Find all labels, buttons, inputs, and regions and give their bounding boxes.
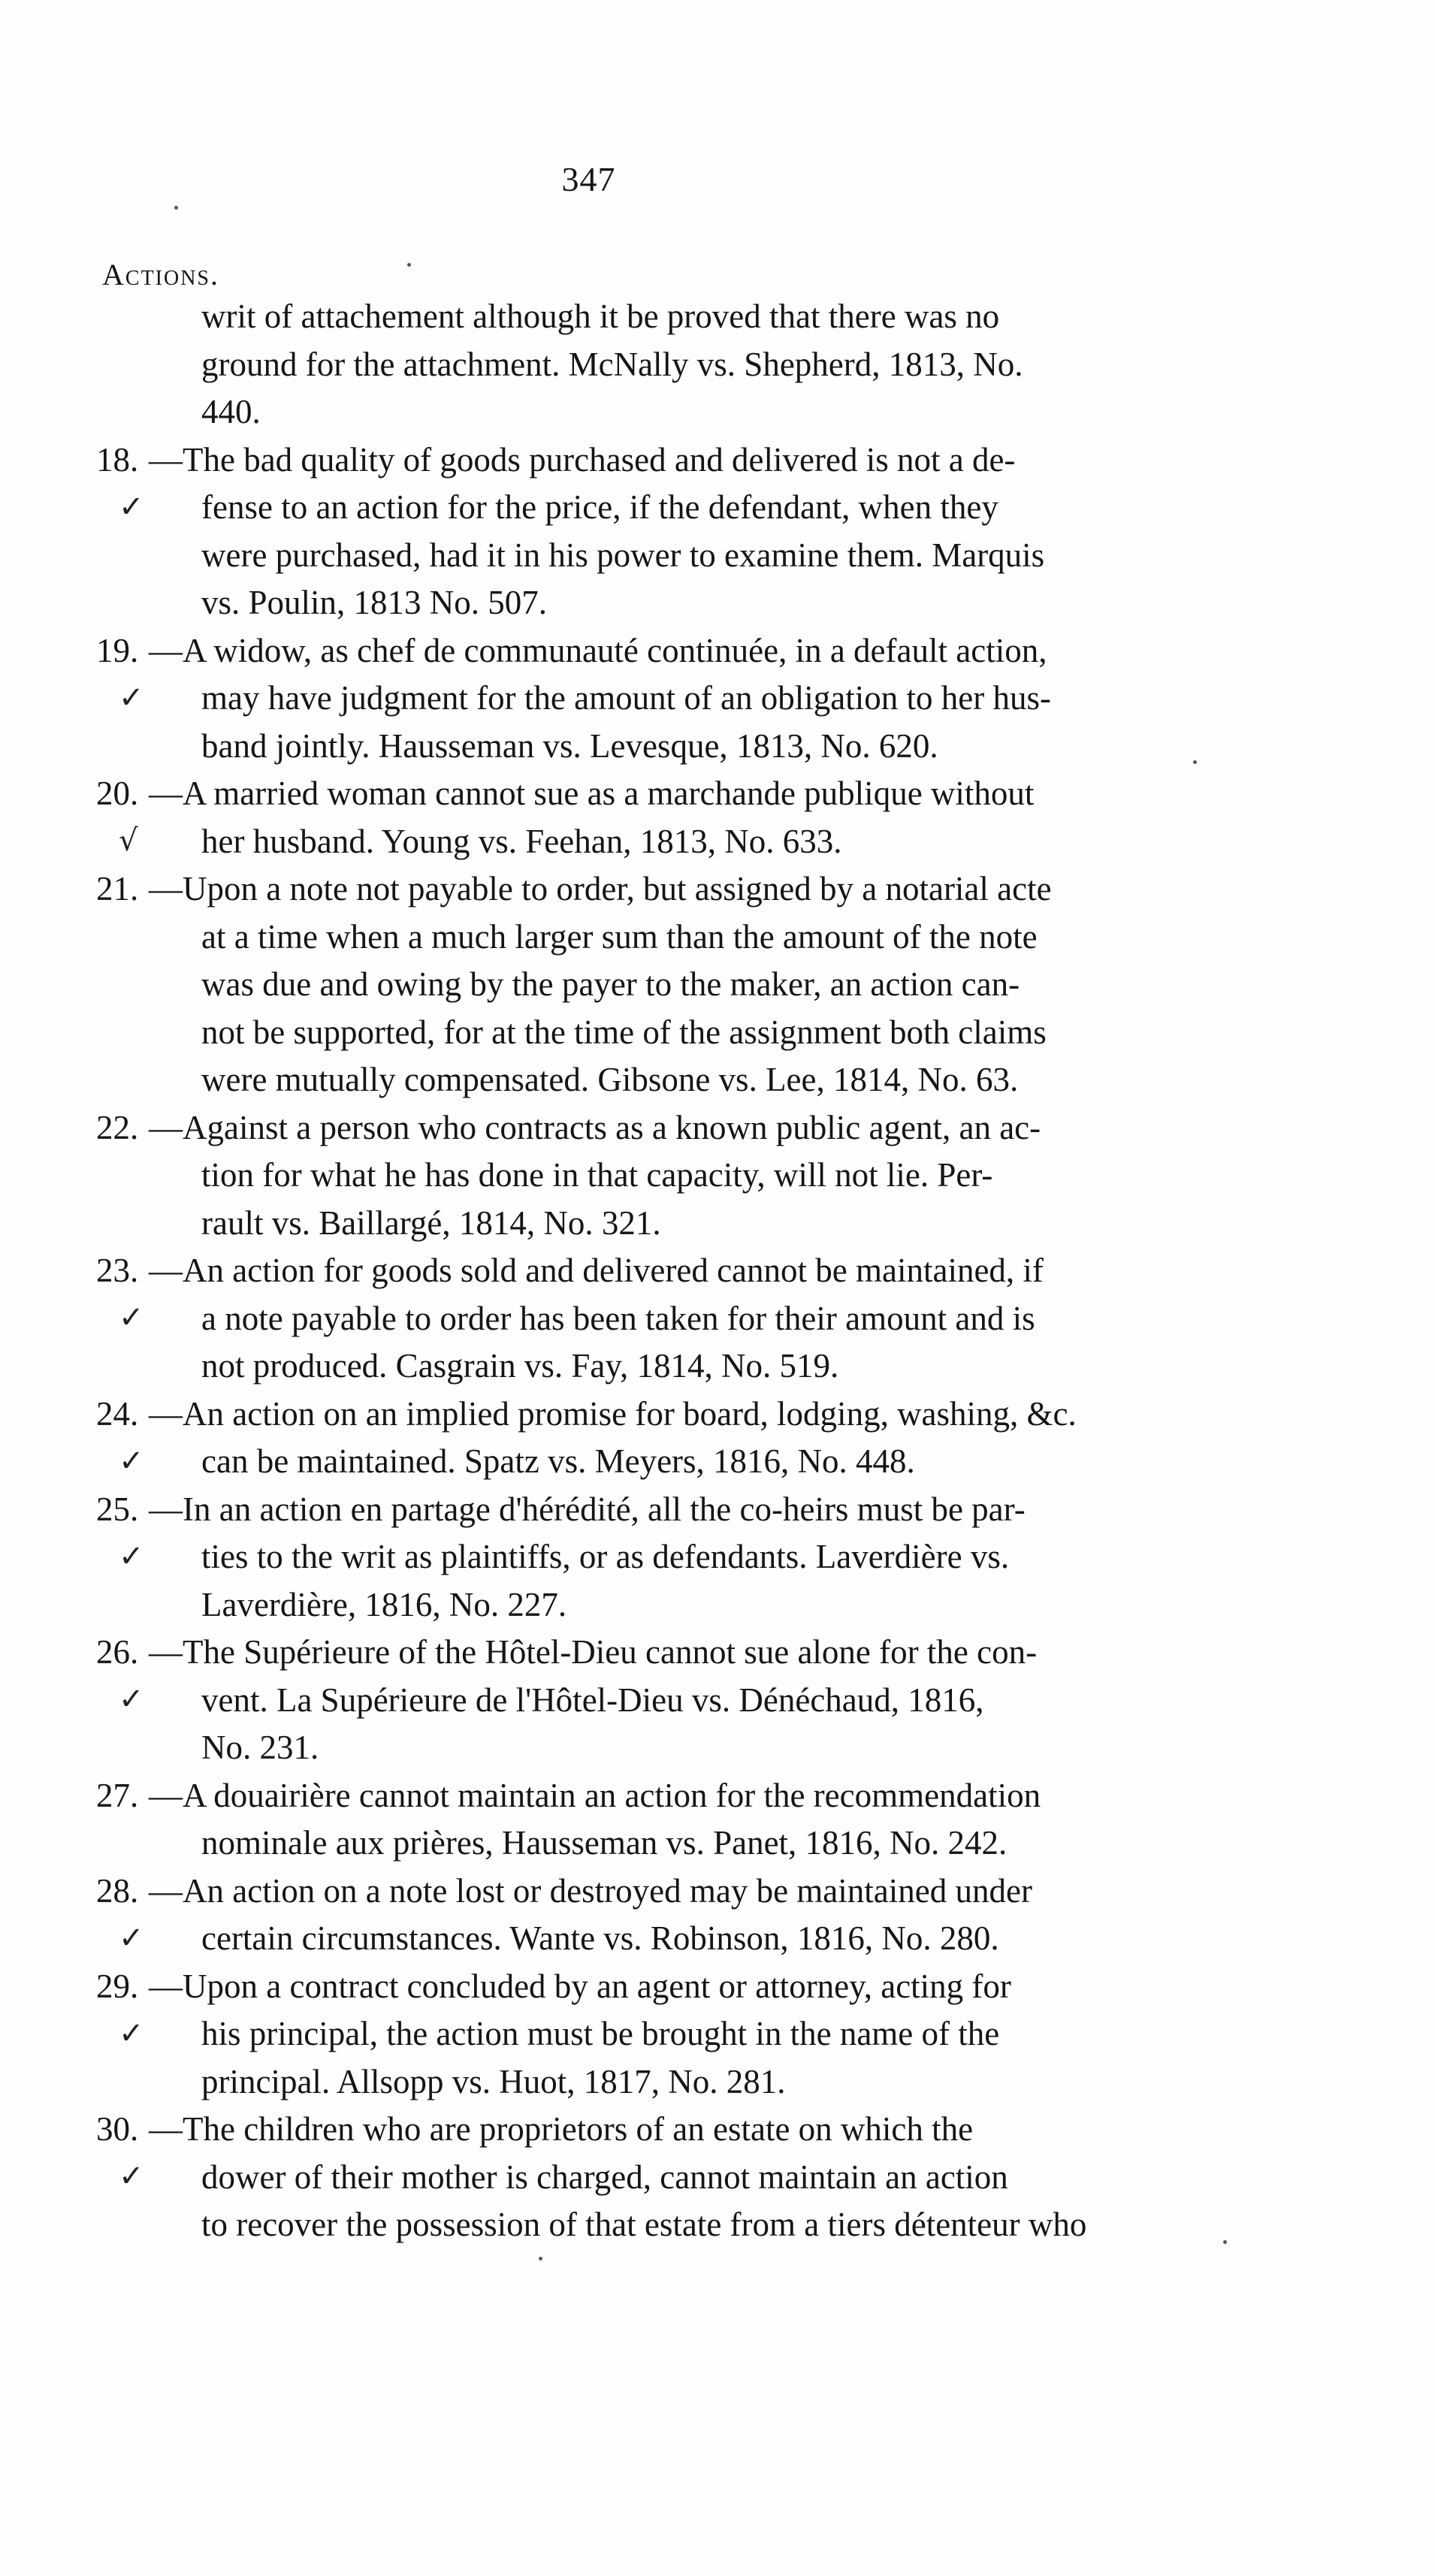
entry-number: 28.	[96, 1871, 139, 1910]
entry-number: 18.	[96, 440, 139, 479]
print-speck	[539, 2257, 542, 2260]
continued-entry	[96, 293, 1140, 436]
text-line: —An action on an implied promise for board, lodging, washing, &c.	[149, 1394, 1077, 1433]
text-line: 440.	[201, 393, 261, 430]
text-line: vent. La Supérieure de l'Hôtel-Dieu vs. Dénéchaud, 1816,	[201, 1681, 984, 1719]
text-line: vs. Poulin, 1813 No. 507.	[201, 584, 548, 621]
text-line: ties to the writ as plaintiffs, or as defendants. Laverdière vs.	[201, 1538, 1010, 1575]
handwritten-check-mark: ✓	[119, 680, 144, 715]
text-line: ground for the attachment. McNally vs. Shepherd, 1813, No.	[201, 345, 1023, 383]
text-line: —The bad quality of goods purchased and delivered is not a de-	[149, 440, 1016, 479]
entry-number: 19.	[96, 631, 139, 669]
text-line: No. 231.	[201, 1729, 319, 1766]
entry	[96, 1963, 1140, 2106]
text-line: certain circumstances. Wante vs. Robinson, 1816, No. 280.	[201, 1919, 999, 1957]
text-line: —A widow, as chef de communauté continuée, in a default action,	[149, 631, 1047, 669]
handwritten-check-mark: ✓	[119, 1682, 144, 1717]
text-line: to recover the possession of that estate from a tiers détenteur who	[201, 2206, 1087, 2243]
text-line: can be maintained. Spatz vs. Meyers, 1816, No. 448.	[201, 1442, 915, 1480]
entry-number: 23.	[96, 1252, 139, 1289]
text-line: Laverdière, 1816, No. 227.	[201, 1585, 567, 1623]
handwritten-check-mark: ✓	[119, 2159, 144, 2194]
entry	[96, 1629, 1140, 1772]
text-line: his principal, the action must be brought in the name of the	[201, 2015, 1000, 2052]
print-speck	[407, 263, 411, 267]
text-line: —A douairière cannot maintain an action for the recommendation	[149, 1776, 1041, 1814]
entry	[96, 627, 1140, 771]
entry-number: 20.	[96, 775, 139, 812]
entry-number: 22.	[96, 1108, 139, 1146]
entry	[96, 1868, 1140, 1963]
text-line: was due and owing by the payer to the maker, an action can-	[201, 965, 1020, 1003]
text-line: a note payable to order has been taken for their amount and is	[201, 1299, 1035, 1337]
text-line: —The children who are proprietors of an estate on which the	[149, 2110, 974, 2148]
text-line: —An action for goods sold and delivered cannot be maintained, if	[149, 1252, 1044, 1289]
text-line: may have judgment for the amount of an obligation to her hus-	[201, 679, 1051, 717]
entry-number: 25.	[96, 1490, 139, 1528]
entry-number: 26.	[96, 1633, 139, 1671]
entry	[96, 1391, 1140, 1486]
entry	[96, 1486, 1140, 1629]
text-line: writ of attachement although it be proved that there was no	[201, 297, 1000, 335]
text-body	[96, 293, 1140, 2249]
text-line: not produced. Casgrain vs. Fay, 1814, No. 519.	[201, 1347, 839, 1385]
handwritten-check-mark: √	[119, 823, 138, 858]
handwritten-check-mark: ✓	[119, 1443, 144, 1478]
print-speck	[1223, 2240, 1227, 2244]
text-line: were purchased, had it in his power to examine them. Marquis	[201, 536, 1045, 574]
text-line: fense to an action for the price, if the defendant, when they	[201, 488, 998, 526]
entry-number: 21.	[96, 870, 139, 907]
text-line: were mutually compensated. Gibsone vs. Lee, 1814, No. 63.	[201, 1061, 1019, 1098]
handwritten-check-mark: ✓	[119, 1539, 144, 1574]
handwritten-check-mark: ✓	[119, 1920, 144, 1955]
text-line: at a time when a much larger sum than the amount of the note	[201, 917, 1038, 956]
entry-number: 24.	[96, 1394, 139, 1433]
text-line: her husband. Young vs. Feehan, 1813, No. 633.	[201, 822, 842, 860]
text-line: —The Supérieure of the Hôtel-Dieu cannot sue alone for the con-	[149, 1633, 1038, 1671]
text-line: —Against a person who contracts as a known public agent, an ac-	[149, 1108, 1041, 1146]
text-line: band jointly. Hausseman vs. Levesque, 1813, No. 620.	[201, 726, 938, 765]
text-line: —In an action en partage d'hérédité, all the co-heirs must be par-	[149, 1490, 1026, 1528]
entry-number: 30.	[96, 2110, 139, 2148]
handwritten-check-mark: ✓	[119, 1300, 144, 1335]
entry	[96, 1104, 1140, 1248]
entry	[96, 436, 1140, 627]
handwritten-check-mark: ✓	[119, 2016, 144, 2051]
page-number: 347	[561, 160, 616, 198]
text-line: nominale aux prières, Hausseman vs. Panet, 1816, No. 242.	[201, 1824, 1008, 1862]
text-line: —An action on a note lost or destroyed may be maintained under	[149, 1871, 1032, 1910]
print-speck	[1193, 760, 1197, 764]
entry	[96, 2106, 1140, 2249]
print-speck	[174, 206, 178, 210]
text-line: —Upon a contract concluded by an agent or attorney, acting for	[149, 1967, 1011, 2005]
text-line: principal. Allsopp vs. Huot, 1817, No. 281.	[201, 2062, 786, 2100]
entry-number: 27.	[96, 1776, 139, 1814]
text-line: rault vs. Baillargé, 1814, No. 321.	[201, 1203, 661, 1242]
text-line: not be supported, for at the time of the assignment both claims	[201, 1013, 1047, 1051]
handwritten-check-mark: ✓	[119, 489, 144, 524]
entry	[96, 865, 1140, 1104]
entry-list	[96, 436, 1140, 2249]
entry	[96, 770, 1140, 865]
text-line: —Upon a note not payable to order, but assigned by a notarial acte	[149, 870, 1052, 907]
running-head: Actions.	[102, 258, 220, 291]
text-line: dower of their mother is charged, cannot maintain an action	[201, 2158, 1008, 2196]
text-line: tion for what he has done in that capacity, will not lie. Per-	[201, 1156, 993, 1194]
entry	[96, 1772, 1140, 1868]
entry	[96, 1247, 1140, 1391]
text-line: —A married woman cannot sue as a marchande publique without	[149, 775, 1035, 812]
entry-number: 29.	[96, 1967, 139, 2005]
